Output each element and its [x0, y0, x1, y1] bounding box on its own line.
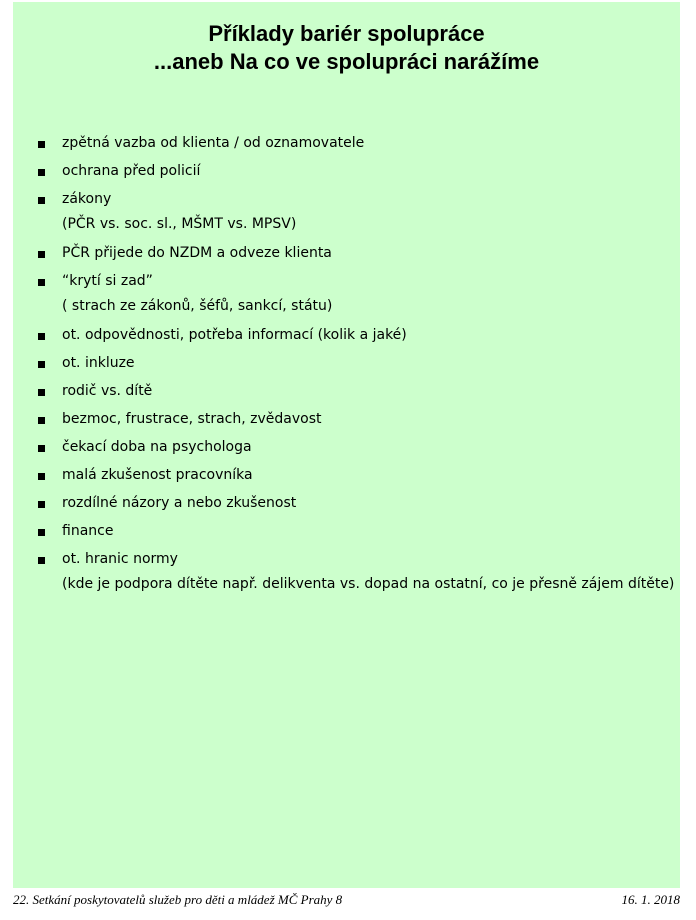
list-item — [13, 493, 680, 521]
list-item — [13, 437, 680, 465]
square-bullet-icon — [38, 473, 45, 480]
list-item-text: ochrana před policií — [62, 163, 201, 179]
list-item — [13, 353, 680, 381]
list-item-text: zákony — [62, 191, 112, 207]
square-bullet-icon — [38, 501, 45, 508]
list-item — [13, 161, 680, 189]
slide — [13, 2, 680, 888]
square-bullet-icon — [38, 197, 45, 204]
square-bullet-icon — [38, 445, 45, 452]
list-item-text: “krytí si zad” — [62, 273, 153, 289]
footer-date: 16. 1. 2018 — [621, 892, 680, 907]
slide-title — [13, 20, 680, 76]
square-bullet-icon — [38, 169, 45, 176]
square-bullet-icon — [38, 557, 45, 564]
list-item — [13, 409, 680, 437]
list-item — [13, 189, 680, 243]
list-item-text: rozdílné názory a nebo zkušenost — [62, 495, 297, 511]
list-item — [13, 271, 680, 325]
bullet-list — [13, 133, 680, 603]
list-item — [13, 325, 680, 353]
square-bullet-icon — [38, 279, 45, 286]
square-bullet-icon — [38, 333, 45, 340]
square-bullet-icon — [38, 417, 45, 424]
square-bullet-icon — [38, 361, 45, 368]
list-item — [13, 521, 680, 549]
title-line-2: ...aneb Na co ve spolupráci narážíme — [153, 49, 540, 74]
list-item-note: (kde je podpora dítěte např. delikventa vs. dopad na ostatní, co je přesně zájem dítěte) — [62, 576, 675, 592]
list-item — [13, 133, 680, 161]
list-item-text: bezmoc, frustrace, strach, zvědavost — [62, 411, 322, 427]
list-item-note: ( strach ze zákonů, šéfů, sankcí, státu) — [62, 298, 333, 314]
list-item-text: rodič vs. dítě — [62, 383, 153, 399]
list-item-text: zpětná vazba od klienta / od oznamovatele — [62, 135, 365, 151]
title-line-1: Příklady bariér spolupráce — [208, 21, 485, 46]
square-bullet-icon — [38, 141, 45, 148]
square-bullet-icon — [38, 529, 45, 536]
list-item-text: PČR přijede do NZDM a odveze klienta — [62, 245, 332, 261]
footer-event-name: 22. Setkání poskytovatelů služeb pro děti a mládež MČ Prahy 8 — [13, 892, 343, 907]
list-item-text: finance — [62, 523, 114, 539]
list-item — [13, 549, 680, 603]
list-item-text: malá zkušenost pracovníka — [62, 467, 253, 483]
list-item-text: ot. hranic normy — [62, 551, 178, 567]
list-item-text: ot. inkluze — [62, 355, 135, 371]
list-item-note: (PČR vs. soc. sl., MŠMT vs. MPSV) — [62, 216, 297, 232]
list-item-text: čekací doba na psychologa — [62, 439, 252, 455]
list-item — [13, 381, 680, 409]
list-item — [13, 243, 680, 271]
list-item-text: ot. odpovědnosti, potřeba informací (kolik a jaké) — [62, 327, 407, 343]
square-bullet-icon — [38, 251, 45, 258]
square-bullet-icon — [38, 389, 45, 396]
list-item — [13, 465, 680, 493]
